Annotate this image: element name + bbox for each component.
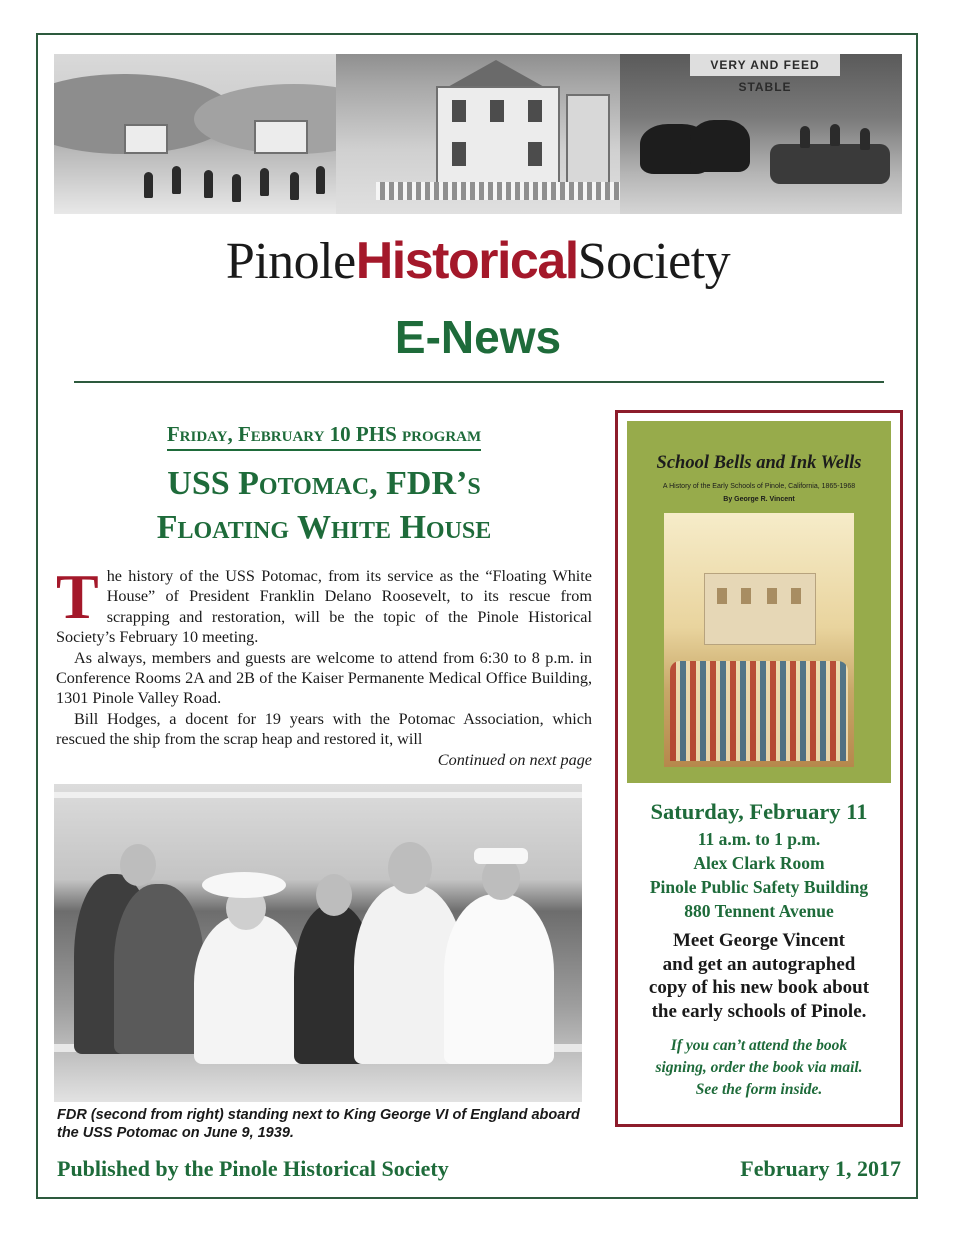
- meet-author-text: [618, 929, 900, 1023]
- window-shape: [528, 100, 542, 122]
- stable-sign: VERY AND FEED STABLE: [690, 54, 840, 76]
- kicker-text: Friday, February 10 PHS program: [167, 420, 481, 451]
- meet-line: and get an autographed: [662, 953, 856, 975]
- paragraph-3: Bill Hodges, a docent for 19 years with the Potomac Association, which rescued the ship from the scrap heap and restored it, will: [56, 709, 592, 749]
- cap-shape: [474, 848, 528, 864]
- fdr-king-george-photo: [54, 784, 582, 1102]
- meet-line: the early schools of Pinole.: [651, 1000, 867, 1022]
- masthead-title: [54, 226, 902, 297]
- event-room: Alex Clark Room: [693, 853, 825, 873]
- paragraph-1: [56, 561, 592, 648]
- ship-rail: [54, 792, 582, 798]
- meet-line: copy of his new book about: [648, 977, 870, 999]
- event-details: [618, 827, 900, 923]
- house-roof: [446, 60, 546, 88]
- book-signing-sidebar: [615, 410, 903, 1127]
- continued-link[interactable]: Continued on next page: [437, 750, 592, 769]
- headline-line-1: USS Potomac, FDR’s: [167, 465, 481, 502]
- paragraph-2: As always, members and guests are welcome to attend from 6:30 to 8 p.m. in Conference Rooms 2A and 2B of the Kaiser Permanente Medical Office Building, 1301 Pinole Valley Road.: [56, 648, 592, 708]
- building-shape: [124, 124, 168, 154]
- article-kicker: [54, 420, 594, 451]
- school-painting: [664, 513, 854, 767]
- book-subtitle: A History of the Early Schools of Pinole, California, 1865-1968: [662, 483, 856, 490]
- book-author: By George R. Vincent: [723, 496, 795, 503]
- meet-line: Meet George Vincent: [673, 930, 845, 951]
- marcher-figure: [290, 172, 299, 200]
- drop-cap: T: [56, 561, 99, 632]
- passenger-figure: [800, 126, 810, 148]
- event-time: 11 a.m. to 1 p.m.: [697, 829, 821, 849]
- victorian-house-photo: [336, 54, 620, 214]
- book-title: School Bells and Ink Wells: [656, 453, 862, 473]
- event-date: Saturday, February 11: [650, 799, 868, 824]
- event-building: Pinole Public Safety Building: [649, 877, 869, 897]
- note-line: See the form inside.: [695, 1081, 823, 1098]
- marcher-figure: [172, 166, 181, 194]
- street-parade-photo: [54, 54, 336, 214]
- passenger-figure: [830, 124, 840, 146]
- paragraph-1-text: he history of the USS Potomac, from its service as the “Floating White House” of President Franklin Delano Roosevelt, to its rescue from scrapping and restoration, will be the topic of the Pinole Historical Society’s February 10 meeting.: [56, 567, 592, 647]
- note-line: If you can’t attend the book: [670, 1037, 848, 1054]
- window-shape: [528, 142, 542, 166]
- officer-figure: [444, 894, 554, 1064]
- marcher-figure: [316, 166, 325, 194]
- building-shape: [254, 120, 308, 154]
- picket-fence: [376, 182, 620, 200]
- marcher-figure: [260, 168, 269, 196]
- house-shape: [436, 86, 560, 186]
- window-shape: [452, 142, 466, 166]
- marcher-figure: [204, 170, 213, 198]
- headline-line-2: Floating White House: [156, 509, 492, 546]
- window-shape: [452, 100, 466, 122]
- header-photo-strip: [54, 54, 902, 214]
- window-shape: [767, 588, 777, 604]
- hat-shape: [202, 872, 286, 898]
- head-shape: [120, 844, 156, 886]
- window-shape: [741, 588, 751, 604]
- head-shape: [388, 842, 432, 894]
- marcher-figure: [144, 172, 153, 198]
- publisher-line: Published by the Pinole Historical Society: [57, 1156, 449, 1181]
- masthead-subtitle: E-News: [394, 311, 562, 363]
- school-building: [704, 573, 816, 645]
- queen-figure: [194, 914, 304, 1064]
- eleanor-figure: [114, 884, 204, 1054]
- wagon-shape: [770, 144, 890, 184]
- article-headline: [54, 462, 594, 550]
- issue-date: February 1, 2017: [740, 1156, 901, 1181]
- marcher-figure: [232, 174, 241, 202]
- passenger-figure: [860, 128, 870, 150]
- photo-caption: FDR (second from right) standing next to King George VI of England aboard the USS Potomac on June 9, 1939.: [57, 1107, 580, 1141]
- window-shape: [791, 588, 801, 604]
- livery-stable-photo: [620, 54, 902, 214]
- note-line: signing, order the book via mail.: [655, 1059, 863, 1076]
- head-shape: [316, 874, 352, 916]
- masthead-society: Society: [577, 233, 731, 290]
- house-wing: [566, 94, 610, 186]
- masthead-pinole: Pinole: [225, 233, 356, 290]
- masthead-historical: Historical: [355, 232, 578, 290]
- window-shape: [717, 588, 727, 604]
- event-address: 880 Tennent Avenue: [684, 901, 834, 921]
- students-group: [670, 661, 848, 761]
- masthead-rule: [74, 381, 884, 383]
- article-body: [56, 561, 592, 770]
- window-shape: [490, 100, 504, 122]
- book-cover: [627, 421, 891, 783]
- order-note: [618, 1035, 900, 1101]
- horse-shape: [690, 120, 750, 172]
